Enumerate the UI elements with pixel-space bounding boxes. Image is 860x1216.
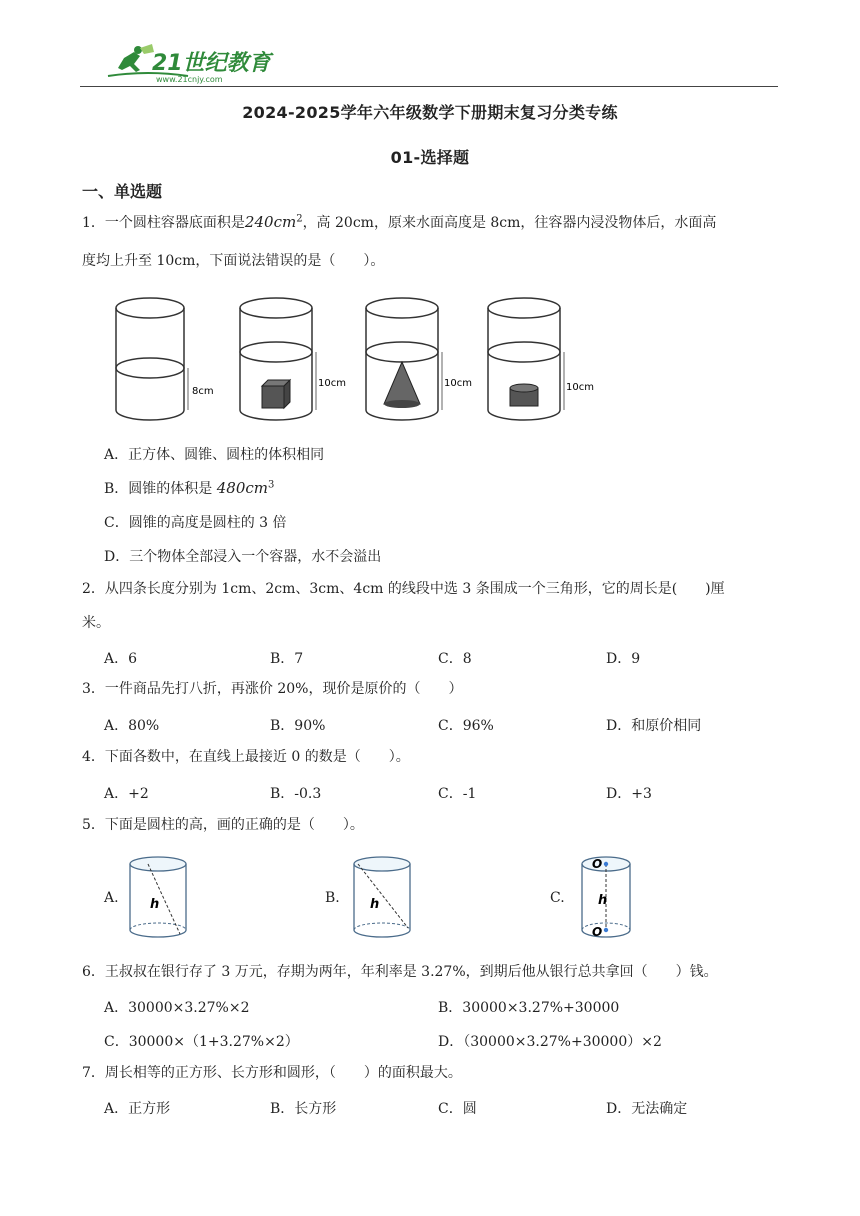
q2-stem-line2: 米。 bbox=[82, 615, 110, 631]
q3-stem: 3．一件商品先打八折，再涨价 20%，现价是原价的（ ） bbox=[82, 681, 463, 697]
q7-option-b[interactable]: B．长方形 bbox=[270, 1101, 337, 1117]
q5-option-c-label[interactable]: C. bbox=[550, 890, 565, 906]
logo-graphic bbox=[104, 40, 274, 88]
q4-stem: 4．下面各数中，在直线上最接近 0 的数是（ ）。 bbox=[82, 749, 410, 765]
q4-option-a[interactable]: A．+2 bbox=[104, 786, 149, 802]
cylinder-1 bbox=[116, 298, 214, 420]
cylinder-4 bbox=[488, 298, 594, 420]
q4-option-b[interactable]: B．-0.3 bbox=[270, 786, 322, 802]
q7-option-d[interactable]: D．无法确定 bbox=[606, 1101, 688, 1117]
page-title: 2024-2025学年六年级数学下册期末复习分类专练 bbox=[242, 103, 618, 122]
q1-stem: 1．一个圆柱容器底面积是$240cm^2$，高 20cm，原来水面高度是 8cm，往容器内浸没物体后，水面高 bbox=[82, 213, 717, 231]
q6-option-b[interactable]: B．30000×3.27%+30000 bbox=[438, 1000, 620, 1016]
cylinder-3 bbox=[366, 298, 472, 420]
q7-option-c[interactable]: C．圆 bbox=[438, 1101, 477, 1117]
cylinder-2 bbox=[240, 298, 346, 420]
h-label-b: h bbox=[370, 897, 380, 912]
q7-stem: 7．周长相等的正方形、长方形和圆形，（ ）的面积最大。 bbox=[82, 1065, 462, 1081]
q6-option-c[interactable]: C．30000×（1+3.27%×2） bbox=[104, 1034, 299, 1050]
label-10cm-b: 10cm bbox=[444, 378, 472, 389]
q7-option-a[interactable]: A．正方形 bbox=[104, 1101, 171, 1117]
center-dot-top bbox=[604, 862, 608, 866]
q6-option-a[interactable]: A．30000×3.27%×2 bbox=[104, 1000, 250, 1016]
center-dot-bottom bbox=[604, 928, 608, 932]
label-10cm-c: 10cm bbox=[566, 382, 594, 393]
label-8cm: 8cm bbox=[192, 386, 214, 397]
cube-icon bbox=[262, 386, 284, 408]
q3-option-c[interactable]: C．96% bbox=[438, 718, 494, 734]
logo-url: www.21cnjy.com bbox=[156, 75, 223, 84]
q5-stem: 5．下面是圆柱的高，画的正确的是（ ）。 bbox=[82, 817, 364, 833]
cone-icon bbox=[384, 362, 420, 404]
section-heading: 一、单选题 bbox=[82, 182, 163, 201]
q3-option-a[interactable]: A．80% bbox=[104, 718, 160, 734]
q4-option-d[interactable]: D．+3 bbox=[606, 786, 652, 802]
logo bbox=[104, 40, 274, 88]
q1-figure bbox=[100, 292, 600, 422]
q2-option-c[interactable]: C．8 bbox=[438, 651, 472, 667]
page-subtitle: 01-选择题 bbox=[390, 148, 470, 167]
logo-text: 21世纪教育 bbox=[152, 51, 271, 76]
q5-option-a-label[interactable]: A. bbox=[104, 890, 119, 906]
q2-stem: 2．从四条长度分别为 1cm、2cm、3cm、4cm 的线段中选 3 条围成一个三角形，它的周长是( )厘 bbox=[82, 581, 725, 597]
o-label-bottom: O bbox=[592, 925, 603, 939]
q1-area: 240cm bbox=[244, 213, 297, 231]
q4-option-c[interactable]: C．-1 bbox=[438, 786, 477, 802]
q6-option-d[interactable]: D．（30000×3.27%+30000）×2 bbox=[438, 1034, 662, 1050]
q5-option-b-figure[interactable] bbox=[350, 852, 416, 944]
q3-option-d[interactable]: D．和原价相同 bbox=[606, 718, 702, 734]
h-label-a: h bbox=[150, 897, 160, 912]
q1-option-c[interactable]: C．圆锥的高度是圆柱的 3 倍 bbox=[104, 515, 287, 531]
label-10cm-a: 10cm bbox=[318, 378, 346, 389]
header-rule bbox=[80, 86, 778, 87]
h-label-c: h bbox=[598, 893, 608, 908]
q2-option-b[interactable]: B．7 bbox=[270, 651, 304, 667]
q3-option-b[interactable]: B．90% bbox=[270, 718, 326, 734]
q1-stem-line2: 度均上升至 10cm，下面说法错误的是（ ）。 bbox=[82, 253, 385, 269]
q5-option-c-figure[interactable] bbox=[578, 852, 644, 944]
q5-option-b-label[interactable]: B. bbox=[325, 890, 340, 906]
q6-stem: 6．王叔叔在银行存了 3 万元，存期为两年，年利率是 3.27%，到期后他从银行总共拿回（ ）钱。 bbox=[82, 964, 718, 980]
o-label-top: O bbox=[592, 857, 603, 871]
q5-option-a-figure[interactable] bbox=[126, 852, 192, 944]
q1-option-d[interactable]: D．三个物体全部浸入一个容器，水不会溢出 bbox=[104, 549, 382, 565]
q1-option-b[interactable]: B．圆锥的体积是 $480cm^3$ bbox=[104, 479, 275, 497]
runner-icon bbox=[118, 52, 140, 72]
q2-option-a[interactable]: A．6 bbox=[104, 651, 138, 667]
q2-option-d[interactable]: D．9 bbox=[606, 651, 641, 667]
q1-option-a[interactable]: A．正方体、圆锥、圆柱的体积相同 bbox=[104, 447, 325, 463]
